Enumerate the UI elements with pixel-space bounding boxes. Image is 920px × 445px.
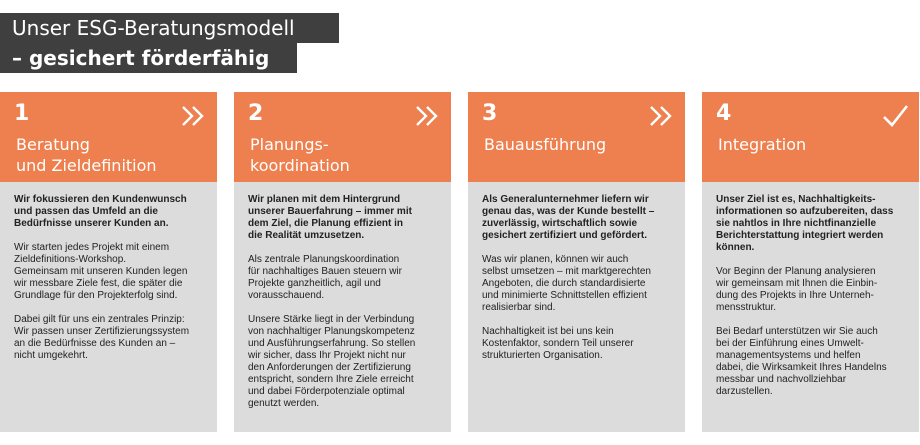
text-line: Projekte ganzheitlich, agil und [248,278,381,289]
step-paragraph [14,314,205,362]
text-line: Wir starten jedes Projekt mit einem [14,242,170,253]
text-line: Nachhaltigkeit ist bei uns kein [482,326,614,337]
text-line: messbar und nachvollziehbar [716,374,847,385]
text-line: Gemeinsam mit unseren Kunden legen [14,266,188,277]
text-line: und Ausführungserfahrung. So stellen [248,338,416,349]
text-line: Grundlage für den Projekterfolg sind. [14,290,178,301]
step-number: 2 [248,101,264,126]
step-card-1 [0,92,217,432]
text-line: dung des Projekts in Ihre Unterneh- [716,290,874,301]
step-title-line: koordination [250,156,350,175]
text-line: managementsystems und helfen [716,350,861,361]
step-paragraph [716,266,907,314]
text-line: vorausschauend. [248,290,325,301]
step-card-header [702,92,919,182]
step-lead-paragraph [248,194,439,242]
step-card-3 [468,92,685,432]
step-title [250,134,350,176]
text-line: dem Ziel, die Planung effizient in [248,218,404,229]
text-line: strukturierten Organisation. [482,350,603,361]
text-line: Zieldefinitions-Workshop. [14,254,127,265]
text-line: gesichert zertifiziert und gefördert. [482,230,648,241]
step-description [234,182,451,432]
step-title-line: Bauausführung [484,135,607,154]
text-line: Bedürfnisse unserer Kunden an. [14,218,169,229]
step-lead-paragraph [716,194,907,254]
text-line: genutzt werden. [248,398,320,409]
text-line: Wir planen mit dem Hintergrund [248,194,401,205]
text-line: Was wir planen, können wir auch [482,254,629,265]
step-paragraph [248,254,439,302]
text-line: und minimierte Schnittstellen effizient [482,290,647,301]
step-card-header [0,92,217,182]
step-number: 3 [482,101,498,126]
text-line: können. [716,242,755,253]
step-lead-paragraph [482,194,673,242]
text-line: Vor Beginn der Planung analysieren [716,266,876,277]
text-line: Unsere Stärke liegt in der Verbindung [248,314,415,325]
text-line: von nachhaltiger Planungskompetenz [248,326,415,337]
text-line: bei der Einführung eines Umwelt- [716,338,864,349]
step-title-line: Integration [718,135,807,154]
text-line: den Anforderungen der Zertifizierung [248,362,411,373]
step-paragraph [482,254,673,314]
step-title [16,134,157,176]
step-paragraph [248,314,439,410]
text-line: Als zentrale Planungskoordination [248,254,400,265]
double-chevron-right-icon [647,102,675,130]
text-line: an die Bedürfnisse des Kunden an – [14,338,176,349]
text-line: Wir fokussieren den Kundenwunsch [14,194,187,205]
text-line: Unser Ziel ist es, Nachhaltigkeits- [716,194,876,205]
text-line: dabei, die Wirksamkeit Ihres Handelns [716,362,887,373]
step-card-header [468,92,685,182]
step-card-2 [234,92,451,432]
step-paragraph [716,326,907,398]
text-line: realisierbar sind. [482,302,556,313]
double-chevron-right-icon [179,102,207,130]
text-line: Bei Bedarf unterstützen wir Sie auch [716,326,878,337]
step-description [702,182,919,432]
step-title [718,134,806,155]
text-line: informationen so aufzubereiten, dass [716,206,894,217]
text-line: selbst umsetzen – mit marktgerechten [482,266,651,277]
text-line: genau das, was der Kunde bestellt – [482,206,655,217]
step-description [0,182,217,432]
step-title [484,134,606,155]
step-title-line: und Zieldefinition [16,156,157,175]
text-line: Dabei gilt für uns ein zentrales Prinzip: [14,314,185,325]
text-line: Berichterstattung integriert werden [716,230,884,241]
text-line: die Realität umzusetzen. [248,230,365,241]
double-chevron-right-icon [413,102,441,130]
text-line: und dabei Förderpotenziale optimal [248,386,405,397]
text-line: mensstruktur. [716,302,777,313]
text-line: zuverlässig, wirtschaftlich sowie [482,218,638,229]
step-card-4 [702,92,919,432]
text-line: Angeboten, die durch standardisierte [482,278,646,289]
text-line: wir sicher, dass Ihr Projekt nicht nur [248,350,406,361]
text-line: Als Generalunternehmer liefern wir [482,194,649,205]
checkmark-icon [881,102,909,130]
text-line: wir gemeinsam mit Ihnen die Einbin- [716,278,878,289]
step-paragraph [482,326,673,362]
text-line: Wir passen unser Zertifizierungssystem [14,326,190,337]
text-line: für nachhaltiges Bauen steuern wir [248,266,402,277]
page-title-line-2: – gesichert förderfähig [0,43,297,73]
step-number: 4 [716,101,732,126]
text-line: darzustellen. [716,386,773,397]
step-lead-paragraph [14,194,205,230]
step-description [468,182,685,432]
text-line: entspricht, sondern Ihre Ziele erreicht [248,374,414,385]
step-paragraph [14,242,205,302]
text-line: unserer Bauerfahrung – immer mit [248,206,412,217]
text-line: nicht umgekehrt. [14,350,88,361]
text-line: und passen das Umfeld an die [14,206,158,217]
text-line: sie nahtlos in Ihre nichtfinanzielle [716,218,877,229]
step-title-line: Planungs- [250,135,329,154]
page-title-line-1: Unser ESG-Beratungsmodell [0,13,339,43]
step-title-line: Beratung [16,135,90,154]
step-number: 1 [14,101,30,126]
text-line: wir messbare Ziele fest, die später die [14,278,183,289]
text-line: Kostenfaktor, sondern Teil unserer [482,338,634,349]
step-card-header [234,92,451,182]
